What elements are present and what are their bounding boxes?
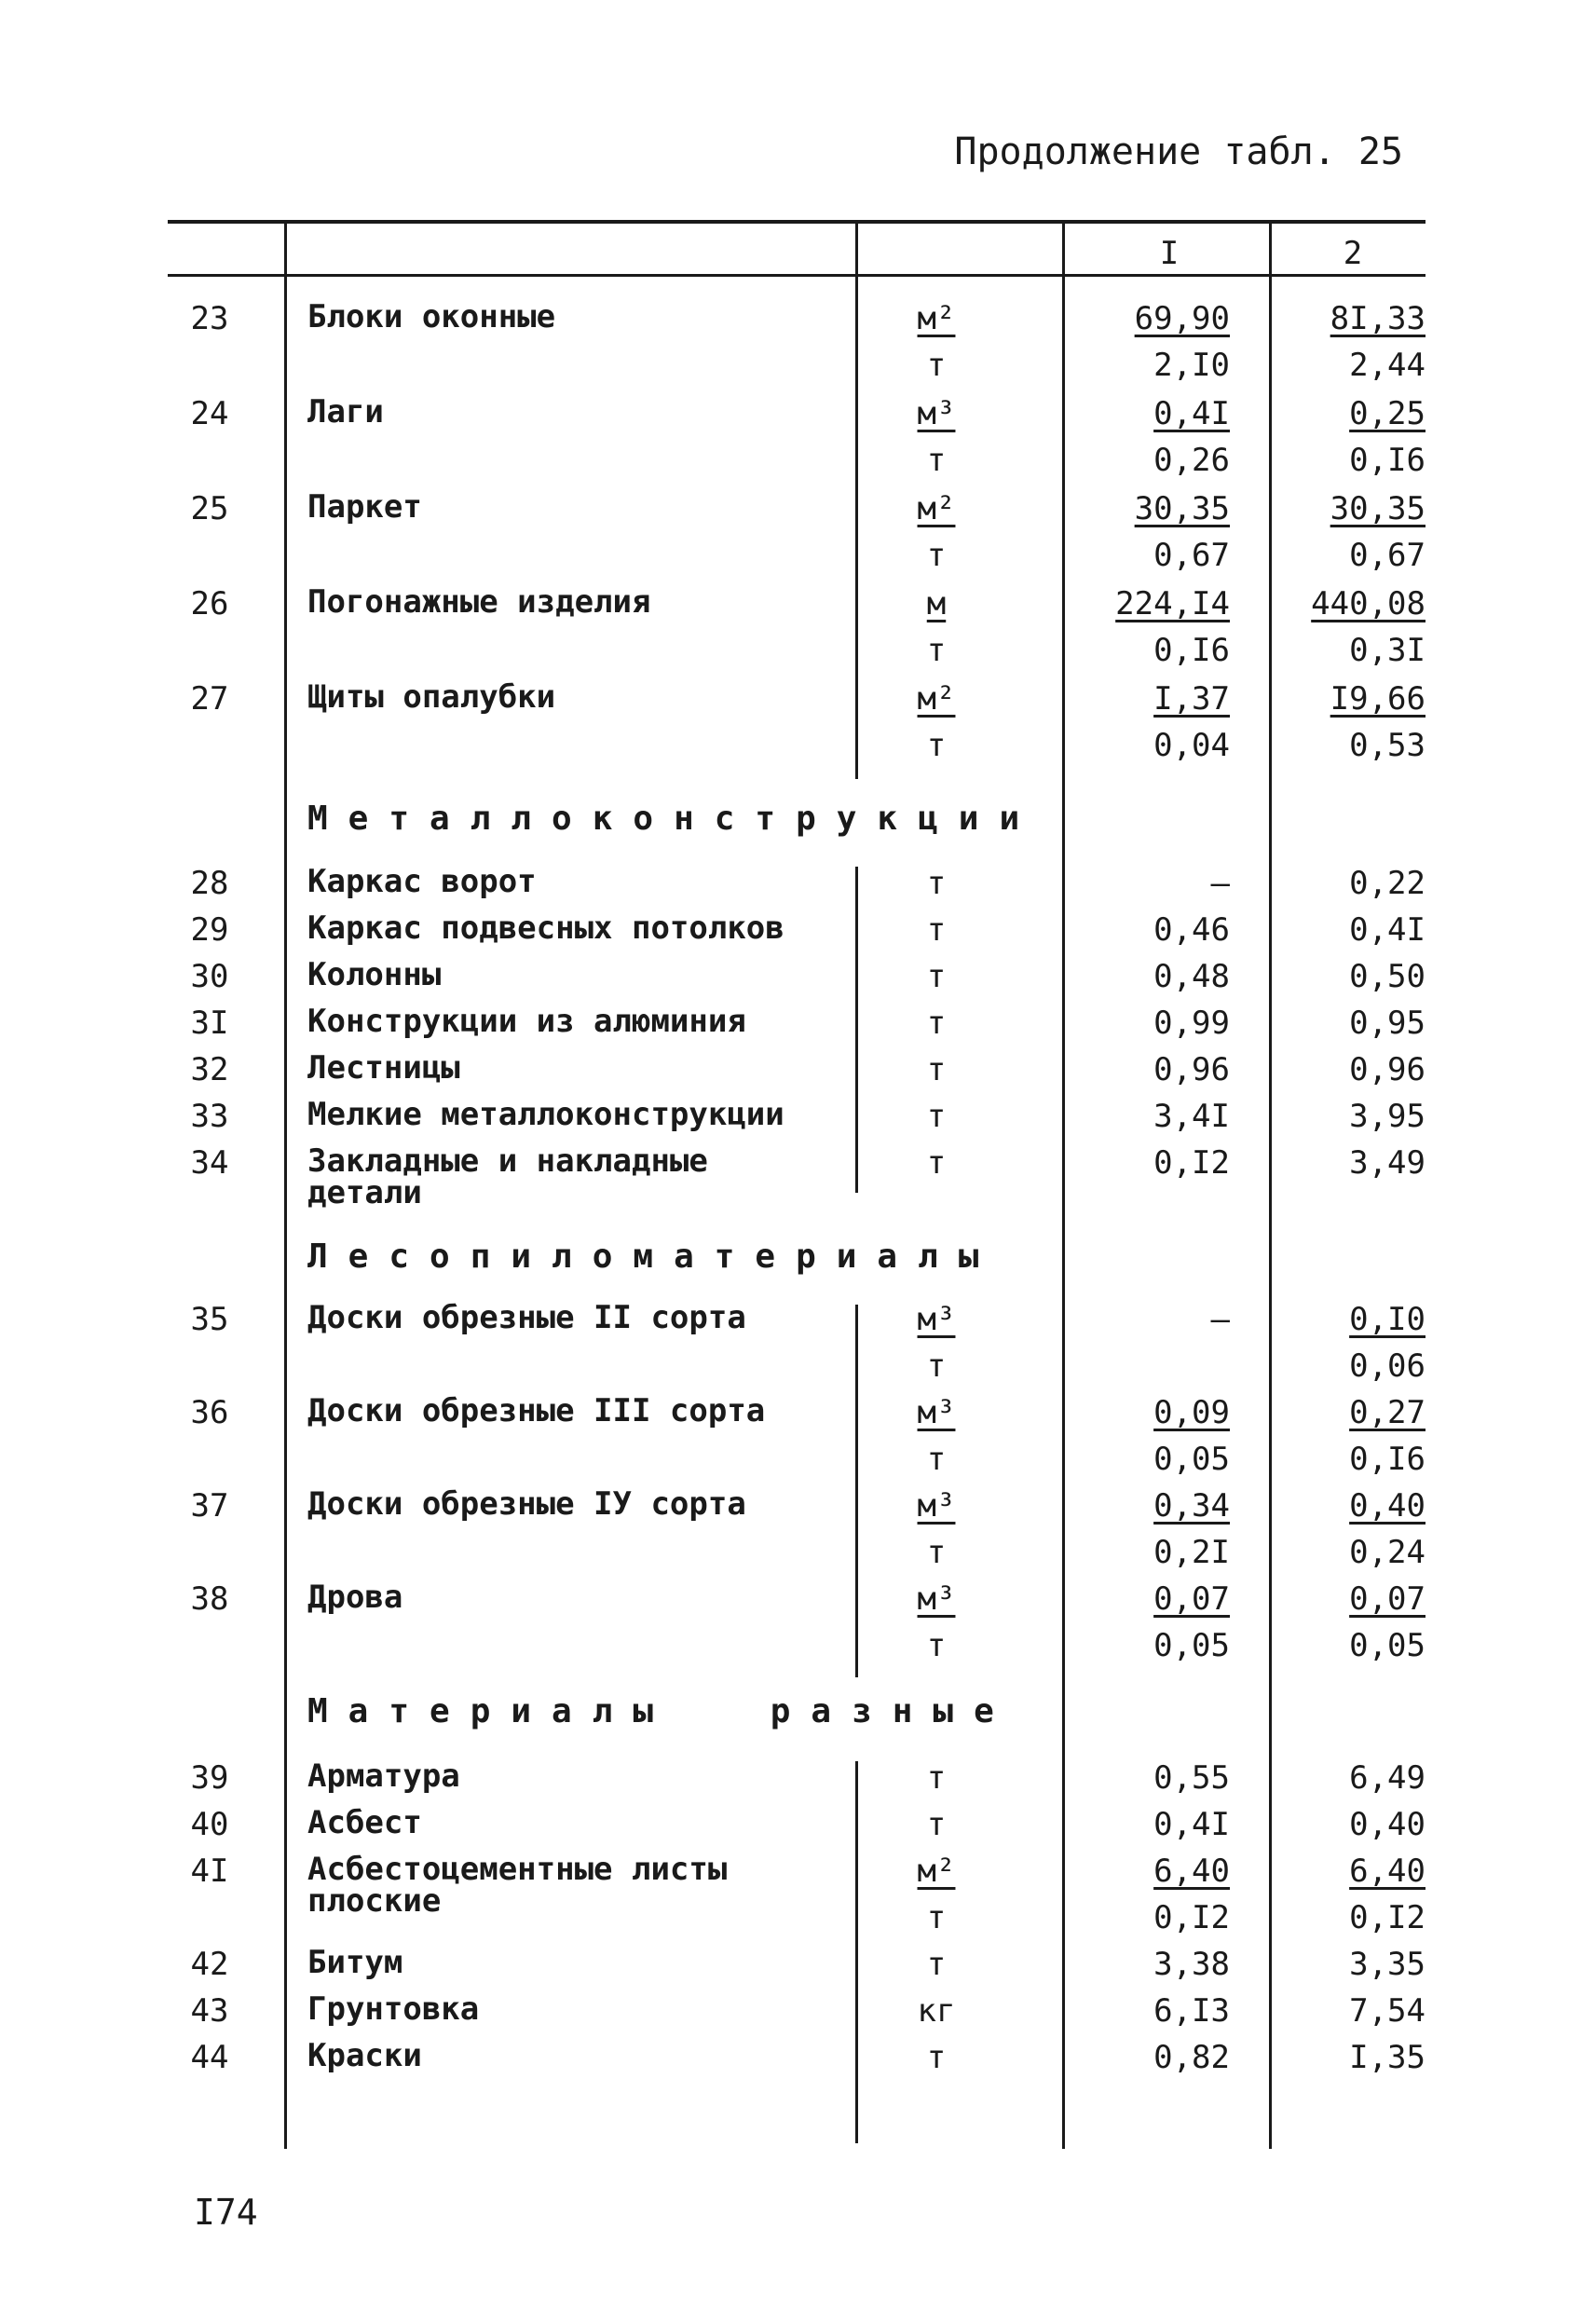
row-unit: т (926, 1098, 947, 1135)
row-value-2: 0,67 (1349, 537, 1425, 574)
row-value-2: 0,I6 (1349, 1441, 1425, 1478)
row-unit: т (926, 1534, 947, 1571)
row-name: Каркас ворот (307, 863, 537, 900)
row-unit: т (926, 1051, 947, 1088)
section-title: Металлоконструкции (307, 800, 1041, 838)
row-value-1: 0,I6 (1153, 632, 1230, 669)
row-unit: м³ (917, 1580, 956, 1618)
table-row (0, 958, 1596, 1005)
table-row (0, 2039, 1596, 2085)
row-name: Колонны (307, 956, 442, 993)
row-value-1: 0,4I (1153, 395, 1230, 432)
page-number: I74 (194, 2192, 258, 2233)
row-unit: м³ (917, 1301, 956, 1338)
table-row (0, 1759, 1596, 1806)
table-row (0, 442, 1596, 488)
row-number: 42 (190, 1946, 229, 1983)
table-row (0, 680, 1596, 727)
row-name: Арматура (307, 1757, 460, 1795)
table-row (0, 1580, 1596, 1627)
row-name: Асбест (307, 1804, 422, 1841)
row-value-2: 0,50 (1349, 958, 1425, 995)
row-name: Лестницы (307, 1049, 460, 1087)
row-name: Блоки оконные (307, 298, 556, 335)
row-name: Каркас подвесных потолков (307, 909, 784, 947)
row-number: 27 (190, 680, 229, 718)
table-row (0, 632, 1596, 678)
row-value-2-mass: 0,I2 (1349, 1899, 1425, 1936)
row-name: Лаги (307, 393, 384, 431)
row-value-1: 0,09 (1153, 1394, 1230, 1431)
row-value-1: 6,I3 (1153, 1992, 1230, 2030)
row-unit: т (926, 2039, 947, 2076)
row-unit: т (926, 1441, 947, 1478)
row-value-1: 6,40 (1153, 1853, 1230, 1890)
row-value-1: 0,34 (1153, 1487, 1230, 1525)
table-row (0, 1098, 1596, 1144)
row-name: Закладные и накладные (307, 1142, 708, 1180)
table-row (0, 1992, 1596, 2039)
row-name-continued: детали (307, 1174, 422, 1211)
table-row (0, 1301, 1596, 1347)
row-value-1: 0,05 (1153, 1627, 1230, 1664)
row-value-2: 8I,33 (1330, 300, 1425, 337)
column-header-1: I (1159, 235, 1180, 272)
row-value-1: 69,90 (1134, 300, 1230, 337)
table-row (0, 1144, 1596, 1219)
row-value-1-mass: 0,I2 (1153, 1899, 1230, 1936)
row-number: 43 (190, 1992, 229, 2030)
row-value-1: – (1210, 865, 1230, 902)
table-row (0, 1806, 1596, 1853)
section-title: Материалы разные (307, 1692, 1015, 1730)
row-value-2: 0,40 (1349, 1487, 1425, 1525)
row-unit: т (926, 958, 947, 995)
row-unit: т (926, 911, 947, 949)
row-value-2: 0,22 (1349, 865, 1425, 902)
row-name: Паркет (307, 488, 422, 526)
table-row (0, 1394, 1596, 1441)
row-name: Конструкции из алюминия (307, 1003, 746, 1040)
row-value-1: 0,04 (1153, 727, 1230, 764)
row-value-1: 0,2I (1153, 1534, 1230, 1571)
row-name: Битум (307, 1944, 403, 1981)
row-value-2: 0,3I (1349, 632, 1425, 669)
table-row (0, 727, 1596, 773)
row-value-2: 0,24 (1349, 1534, 1425, 1571)
row-name: Асбестоцементные листы (307, 1851, 728, 1888)
table-row (0, 1051, 1596, 1098)
table-row (0, 490, 1596, 537)
row-number: 33 (190, 1098, 229, 1135)
row-value-1: I,37 (1153, 680, 1230, 718)
row-value-1: 0,55 (1153, 1759, 1230, 1797)
row-name-continued: плоские (307, 1882, 442, 1920)
row-value-1: 0,67 (1153, 537, 1230, 574)
table-row (0, 1853, 1596, 1936)
row-value-1: 2,I0 (1153, 347, 1230, 384)
table-row (0, 537, 1596, 583)
row-value-1: 0,26 (1153, 442, 1230, 479)
row-unit: т (926, 1806, 947, 1843)
row-number: 39 (190, 1759, 229, 1797)
row-name: Доски обрезные IУ сорта (307, 1485, 746, 1523)
row-value-2: 30,35 (1330, 490, 1425, 527)
row-value-1: 3,38 (1153, 1946, 1230, 1983)
row-value-2: 440,08 (1311, 585, 1425, 622)
row-value-1: 0,I2 (1153, 1144, 1230, 1182)
row-value-2: 0,96 (1349, 1051, 1425, 1088)
row-name: Погонажные изделия (307, 583, 651, 621)
row-number: 34 (190, 1144, 229, 1182)
row-value-2: 0,07 (1349, 1580, 1425, 1618)
row-unit: т (926, 727, 947, 764)
row-value-2: 0,4I (1349, 911, 1425, 949)
row-unit: м³ (917, 1394, 956, 1431)
table-row (0, 1487, 1596, 1534)
row-unit: м² (917, 1853, 956, 1890)
row-number: 37 (190, 1487, 229, 1525)
row-unit: т (926, 1005, 947, 1042)
row-value-2: 3,95 (1349, 1098, 1425, 1135)
row-name: Щиты опалубки (307, 678, 556, 716)
row-value-2: 3,49 (1349, 1144, 1425, 1182)
row-value-2: 0,95 (1349, 1005, 1425, 1042)
row-value-2: 7,54 (1349, 1992, 1425, 2030)
row-number: 25 (190, 490, 229, 527)
row-unit: кг (917, 1992, 956, 2030)
row-unit-mass: т (926, 1899, 947, 1936)
row-value-2: 6,49 (1349, 1759, 1425, 1797)
row-value-2: 6,40 (1349, 1853, 1425, 1890)
row-value-1: 0,48 (1153, 958, 1230, 995)
row-value-2: 3,35 (1349, 1946, 1425, 1983)
row-unit: м³ (917, 1487, 956, 1525)
row-name: Доски обрезные II сорта (307, 1299, 746, 1336)
row-unit: т (926, 1946, 947, 1983)
row-number: 29 (190, 911, 229, 949)
row-value-2: 0,27 (1349, 1394, 1425, 1431)
row-unit: т (926, 537, 947, 574)
row-unit: м (926, 585, 947, 622)
row-unit: м² (917, 300, 956, 337)
row-value-2: I9,66 (1330, 680, 1425, 718)
table-row (0, 1534, 1596, 1580)
row-number: 38 (190, 1580, 229, 1618)
row-unit: т (926, 442, 947, 479)
row-value-2: 0,40 (1349, 1806, 1425, 1843)
table-row (0, 347, 1596, 393)
row-value-2: 0,53 (1349, 727, 1425, 764)
row-unit: м³ (917, 395, 956, 432)
row-value-1: – (1210, 1301, 1230, 1338)
row-number: 4I (190, 1853, 229, 1890)
table-row (0, 300, 1596, 347)
page-header: Продолжение табл. 25 (954, 130, 1403, 173)
row-value-2: 0,I6 (1349, 442, 1425, 479)
table-row (0, 1005, 1596, 1051)
row-value-1: 0,07 (1153, 1580, 1230, 1618)
row-name: Дрова (307, 1579, 403, 1616)
row-number: 30 (190, 958, 229, 995)
row-name: Доски обрезные III сорта (307, 1392, 766, 1429)
table-row (0, 585, 1596, 632)
row-value-1: 3,4I (1153, 1098, 1230, 1135)
row-value-1: 0,82 (1153, 2039, 1230, 2076)
row-number: 23 (190, 300, 229, 337)
row-number: 44 (190, 2039, 229, 2076)
row-unit: м² (917, 490, 956, 527)
row-name: Грунтовка (307, 1990, 480, 2028)
row-value-2: 0,25 (1349, 395, 1425, 432)
row-unit: т (926, 347, 947, 384)
row-value-1: 0,46 (1153, 911, 1230, 949)
row-number: 28 (190, 865, 229, 902)
row-number: 40 (190, 1806, 229, 1843)
row-number: 32 (190, 1051, 229, 1088)
row-value-1: 0,99 (1153, 1005, 1230, 1042)
row-number: 3I (190, 1005, 229, 1042)
row-unit: т (926, 1759, 947, 1797)
table-header-rule (168, 274, 1425, 277)
row-number: 26 (190, 585, 229, 622)
row-name: Мелкие металлоконструкции (307, 1096, 784, 1133)
row-value-1: 224,I4 (1115, 585, 1230, 622)
table-row (0, 1627, 1596, 1674)
section-title: Лесопиломатериалы (307, 1238, 1000, 1276)
row-value-2: I,35 (1349, 2039, 1425, 2076)
row-number: 24 (190, 395, 229, 432)
row-value-2: 0,06 (1349, 1347, 1425, 1385)
row-unit: т (926, 1144, 947, 1182)
table-row (0, 865, 1596, 911)
table-top-rule (168, 220, 1425, 224)
row-name: Краски (307, 2037, 422, 2074)
row-number: 35 (190, 1301, 229, 1338)
table-row (0, 1441, 1596, 1487)
row-value-1: 0,4I (1153, 1806, 1230, 1843)
row-value-1: 0,05 (1153, 1441, 1230, 1478)
row-value-1: 0,96 (1153, 1051, 1230, 1088)
row-value-2: 0,I0 (1349, 1301, 1425, 1338)
table-row (0, 395, 1596, 442)
row-unit: т (926, 865, 947, 902)
row-value-2: 2,44 (1349, 347, 1425, 384)
row-value-2: 0,05 (1349, 1627, 1425, 1664)
row-number: 36 (190, 1394, 229, 1431)
table-row (0, 1347, 1596, 1394)
table-row (0, 911, 1596, 958)
column-header-2: 2 (1343, 235, 1363, 272)
row-unit: т (926, 1627, 947, 1664)
row-value-1: 30,35 (1134, 490, 1230, 527)
row-unit: т (926, 632, 947, 669)
row-unit: т (926, 1347, 947, 1385)
row-unit: м² (917, 680, 956, 718)
table-row (0, 1946, 1596, 1992)
